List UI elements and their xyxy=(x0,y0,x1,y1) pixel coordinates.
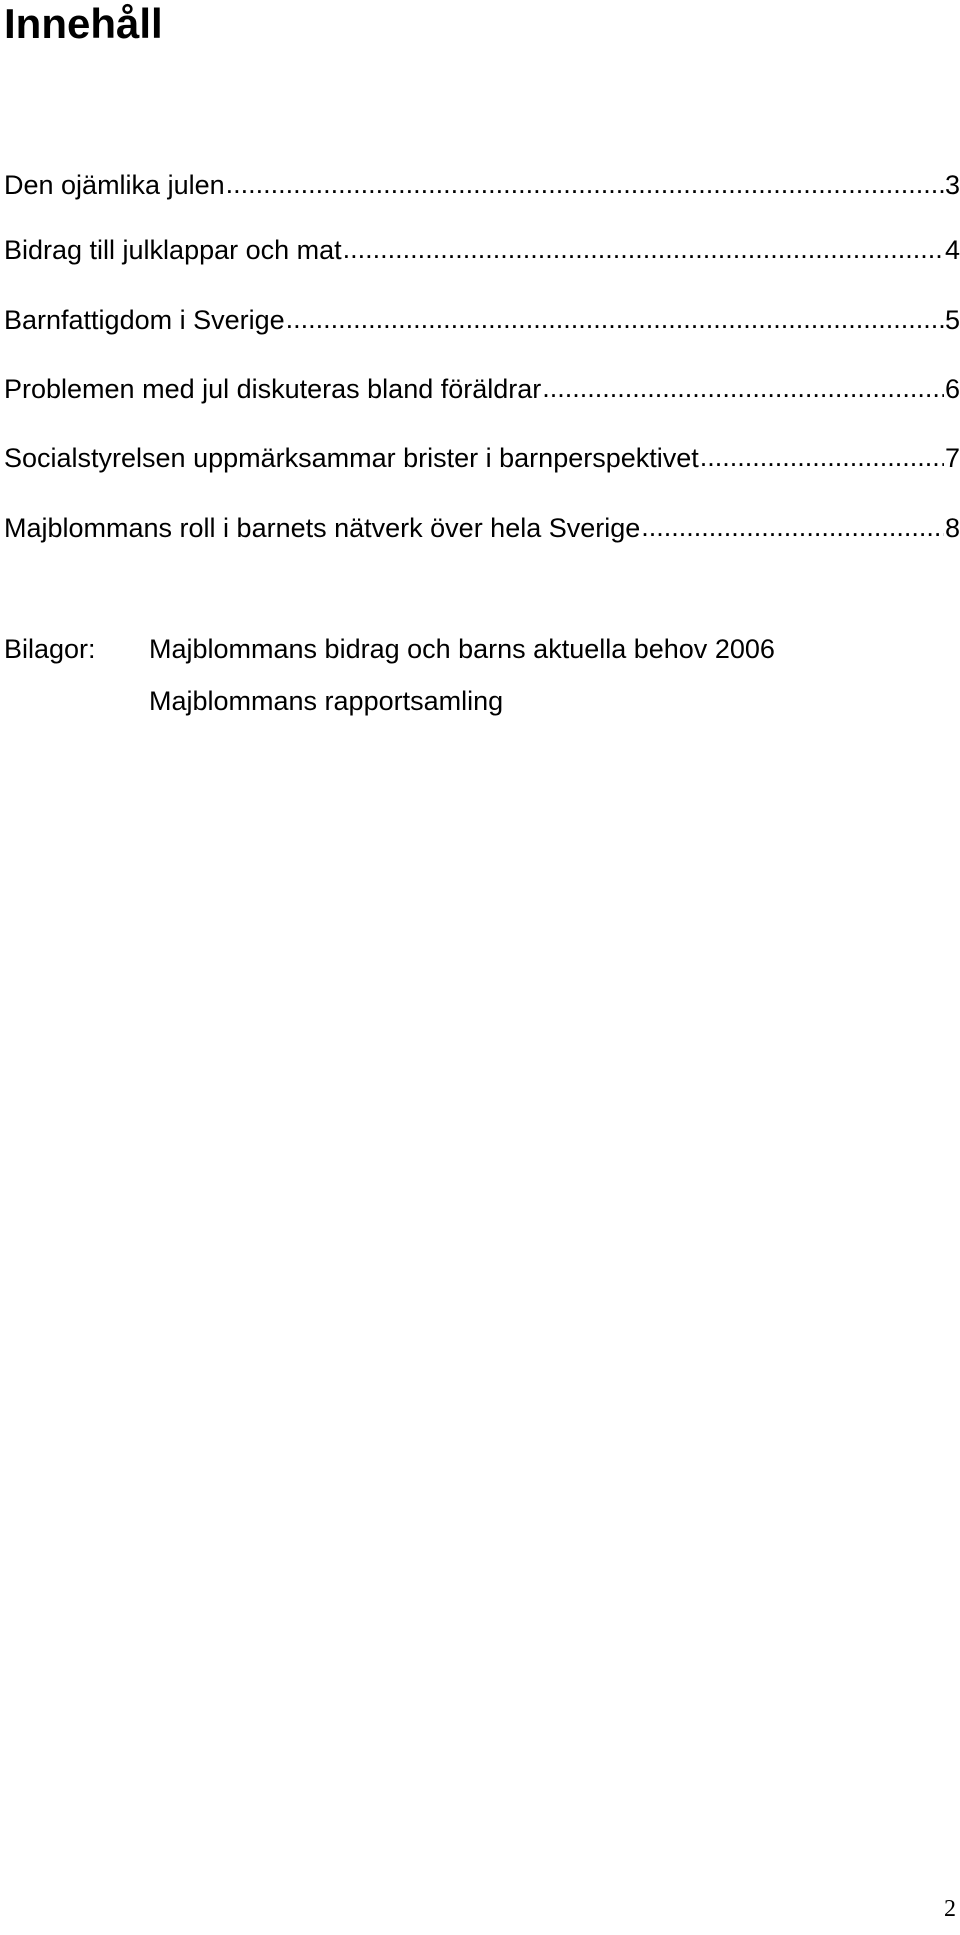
toc-entry-label: Problemen med jul diskuteras bland föräldrar xyxy=(4,374,542,404)
toc-entry-page: 4 xyxy=(944,235,960,265)
toc-entry-label: Den ojämlika julen xyxy=(4,170,225,200)
page-title: Innehåll xyxy=(4,0,163,47)
toc-entry[interactable] xyxy=(4,443,960,479)
toc-entry-label: Barnfattigdom i Sverige xyxy=(4,305,285,335)
toc-entry-page: 3 xyxy=(944,170,960,200)
toc-entry-label: Socialstyrelsen uppmärksammar brister i barnperspektivet xyxy=(4,443,699,473)
toc-entry-page: 8 xyxy=(944,513,960,543)
toc-entry[interactable] xyxy=(4,235,960,271)
toc-entry-page: 7 xyxy=(944,443,960,473)
toc-entry[interactable] xyxy=(4,170,960,206)
page-number: 2 xyxy=(944,1896,956,1922)
toc-leader-dots xyxy=(343,234,944,265)
attachments-label: Bilagor: xyxy=(4,634,96,664)
toc-entry[interactable] xyxy=(4,305,960,341)
toc-entry-page: 6 xyxy=(944,374,960,404)
toc-leader-dots xyxy=(700,442,944,473)
attachment-item: Majblommans bidrag och barns aktuella behov 2006 xyxy=(149,634,775,664)
toc-entry[interactable] xyxy=(4,374,960,410)
toc-entry-label: Majblommans roll i barnets nätverk över hela Sverige xyxy=(4,513,641,543)
toc-entry-page: 5 xyxy=(944,305,960,335)
toc-leader-dots xyxy=(542,373,944,404)
toc-entry[interactable] xyxy=(4,513,960,549)
toc-leader-dots xyxy=(226,169,944,200)
toc-leader-dots xyxy=(286,304,944,335)
toc-leader-dots xyxy=(641,512,944,543)
toc-entry-label: Bidrag till julklappar och mat xyxy=(4,235,342,265)
attachment-item: Majblommans rapportsamling xyxy=(149,686,504,716)
